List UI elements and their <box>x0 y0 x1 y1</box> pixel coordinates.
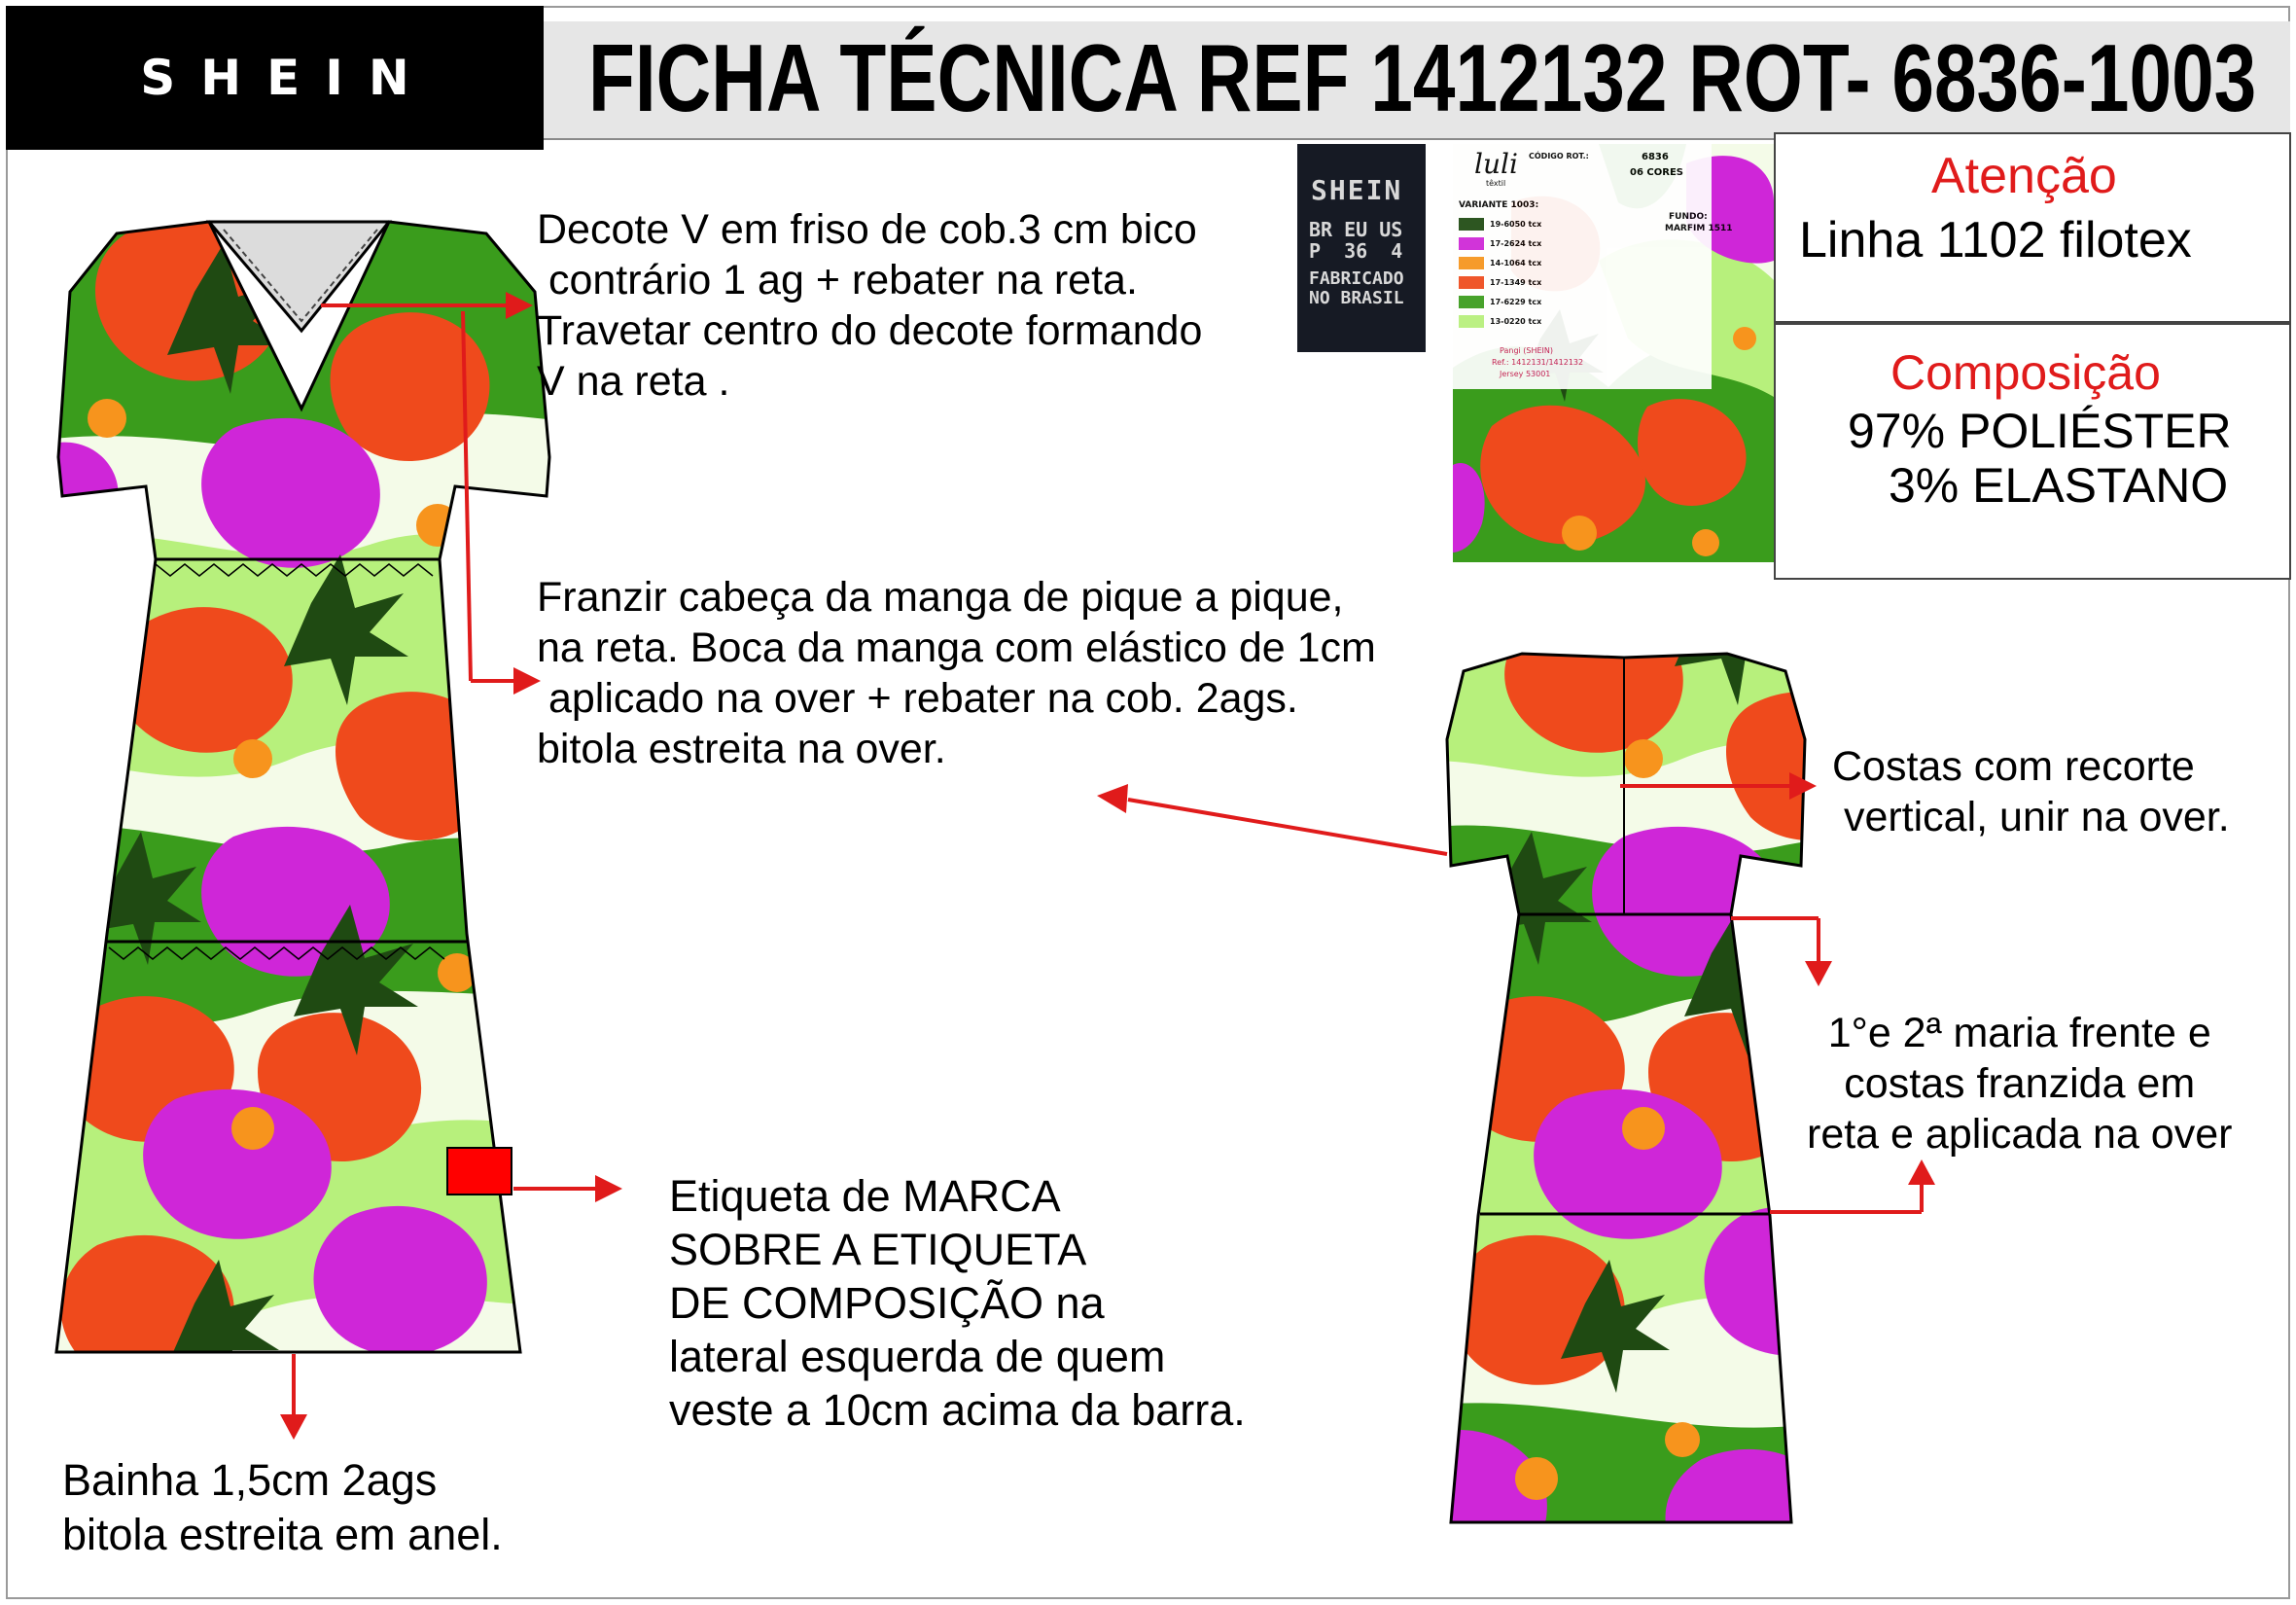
legend-code: 17-6229 tcx <box>1490 297 1542 306</box>
page-title: FICHA TÉCNICA REF 1412132 ROT- 6836-1003 <box>588 24 2257 131</box>
print-footer-3: Jersey 53001 <box>1500 370 1551 378</box>
composition-heading: Composição <box>1890 345 2161 400</box>
composition-line-2: 3% ELASTANO <box>1889 458 2229 513</box>
print-footer-1: Pangi (SHEIN) <box>1500 346 1554 355</box>
tag-made-in-1: FABRICADO <box>1309 268 1404 289</box>
background-value: MARFIM 1511 <box>1665 224 1733 233</box>
background-label: FUNDO: <box>1669 212 1708 222</box>
tag-made-in-2: NO BRASIL <box>1309 288 1404 308</box>
tag-size-values: P 36 4 <box>1309 239 1403 263</box>
tag-brand: SHEIN <box>1311 174 1403 206</box>
print-logo: luli <box>1474 148 1518 180</box>
legend-code: 19-6050 tcx <box>1490 219 1542 229</box>
legend-code: 17-2624 tcx <box>1490 238 1542 248</box>
code-value: 6836 <box>1642 152 1669 162</box>
print-logo-sub: têxtil <box>1486 179 1506 188</box>
label-position-marker <box>447 1148 512 1195</box>
brand-logo: SHEIN <box>140 50 435 106</box>
variant-label: VARIANTE 1003: <box>1459 200 1539 210</box>
note-label: Etiqueta de MARCA SOBRE A ETIQUETA DE COMPOSIÇÃO na lateral esquerda de quem veste a 10cm acima da barra. <box>669 1171 1246 1435</box>
attention-heading: Atenção <box>1931 148 2117 204</box>
tag-size-header: BR EU US <box>1309 218 1403 241</box>
composition-line-1: 97% POLIÉSTER <box>1848 404 2232 458</box>
note-back: Costas com recorte vertical, unir na over. <box>1832 743 2230 840</box>
colors-count: 06 CORES <box>1630 167 1683 178</box>
legend-code: 13-0220 tcx <box>1490 316 1542 326</box>
note-sleeve: Franzir cabeça da manga de pique a pique, na reta. Boca da manga com elástico de 1cm aplicado na over + rebater na cob. 2ags. bitola estreita na over. <box>537 574 1376 772</box>
code-label: CÓDIGO ROT.: <box>1529 152 1589 160</box>
note-tiers: 1°e 2ª maria frente e costas franzida em reta e aplicada na over <box>1807 1010 2233 1158</box>
note-neckline: Decote V em friso de cob.3 cm bico contrário 1 ag + rebater na reta. Travetar centro do decote formando V na reta . <box>537 206 1203 405</box>
legend-code: 14-1064 tcx <box>1490 258 1542 268</box>
note-hem: Bainha 1,5cm 2ags bitola estreita em anel. <box>62 1455 503 1559</box>
attention-text: Linha 1102 filotex <box>1799 212 2192 268</box>
legend-code: 17-1349 tcx <box>1490 277 1542 287</box>
print-footer-2: Ref.: 1412131/1412132 <box>1492 358 1584 367</box>
